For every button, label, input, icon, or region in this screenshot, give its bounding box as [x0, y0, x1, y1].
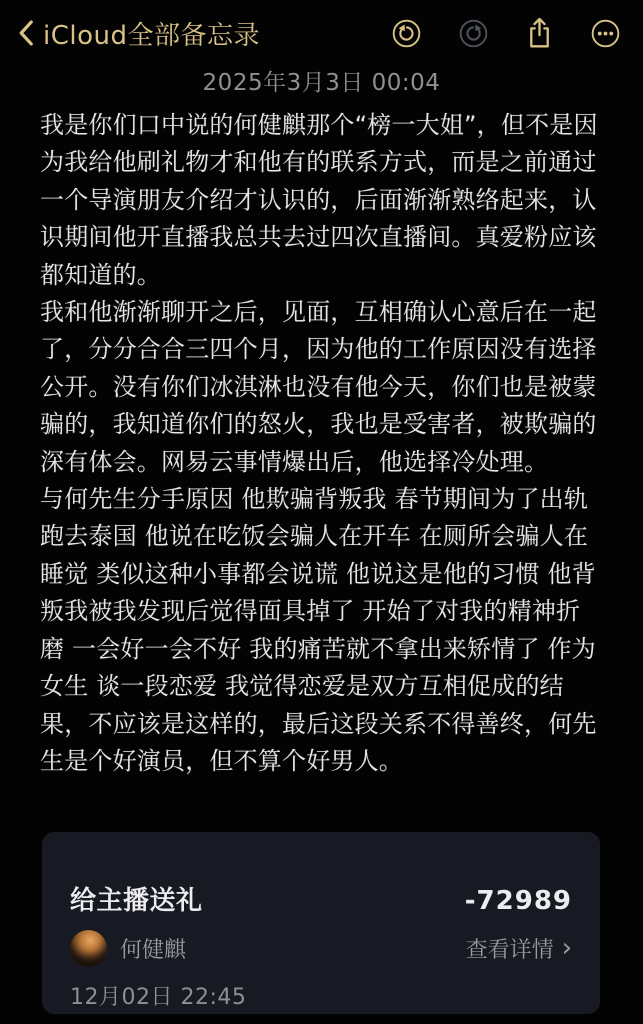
undo-icon[interactable]: [391, 18, 422, 49]
gift-card-title: 给主播送礼: [70, 886, 203, 916]
gift-card-header: [70, 880, 572, 917]
gift-amount: -72989: [464, 886, 572, 916]
gift-card-streamer-row: [70, 930, 572, 967]
nav-actions: [391, 16, 621, 50]
streamer-name: 何健麒: [120, 938, 187, 963]
note-content[interactable]: [40, 107, 602, 780]
more-ellipsis-icon[interactable]: [590, 18, 621, 49]
chevron-left-icon: [16, 18, 35, 48]
note-paragraph: 我是你们口中说的何健麒那个“榜一大姐”，但不是因为我给他刷礼物才和他有的联系方式，而是之前通过一个导演朋友介绍才认识的，后面渐渐熟络起来，认识期间他开直播我总共去过四次直播间。真爱粉应该都知道的。: [40, 111, 598, 289]
view-details-label: 查看详情: [465, 938, 554, 963]
chevron-right-icon: ›: [561, 932, 572, 963]
navbar: [0, 0, 643, 52]
share-icon[interactable]: [525, 16, 554, 50]
view-details-link[interactable]: [466, 933, 572, 964]
note-date: 2025年3月3日 00:04: [202, 70, 441, 96]
gift-attachment-card[interactable]: [42, 832, 600, 1014]
streamer-avatar: [70, 930, 107, 967]
redo-icon[interactable]: [458, 18, 489, 49]
note-paragraph: 我和他渐渐聊开之后，见面，互相确认心意后在一起了，分分合合三四个月，因为他的工作原因没有选择公开。没有你们冰淇淋也没有他今天，你们也是被蒙骗的，我知道你们的怒火，我也是受害者，被欺骗的深有体会。网易云事情爆出后，他选择冷处理。: [40, 298, 597, 476]
back-button-label: iCloud全部备忘录: [43, 20, 260, 51]
note-paragraph: 与何先生分手原因 他欺骗背叛我 春节期间为了出轨跑去泰国 他说在吃饭会骗人在开车 在厕所会骗人在睡觉 类似这种小事都会说谎 他说这是他的习惯 他背叛我被我发现后觉得面具掉了 开始了对我的精神折磨 一会好一会不好 我的痛苦就不拿出来矫情了 作为女生 谈一段恋爱 我觉得恋爱是双方互相促成的结果，不应该是这样的，最后这段关系不得善终，何先生是个好演员，但不算个好男人。: [40, 485, 597, 775]
back-button[interactable]: [16, 15, 260, 52]
gift-timestamp: 12月02日 22:45: [70, 985, 247, 1010]
streamer-info: [70, 930, 186, 967]
